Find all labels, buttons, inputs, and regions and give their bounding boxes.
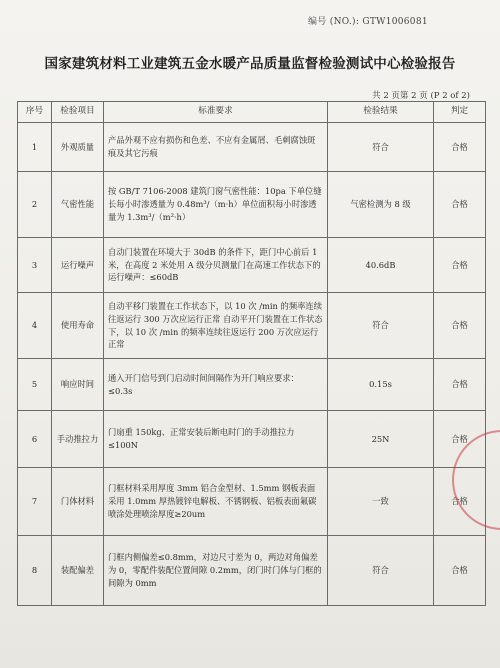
- test-item: 手动推拉力: [52, 411, 104, 468]
- row-number: 8: [18, 536, 52, 606]
- test-item: 门体材料: [52, 468, 104, 536]
- verdict: 合格: [434, 359, 486, 411]
- test-result: 符合: [328, 123, 434, 172]
- row-number: 1: [18, 123, 52, 172]
- test-item: 使用寿命: [52, 293, 104, 359]
- requirement-text: 门框材料采用厚度 3mm 铝合金型材、1.5mm 钢板表面采用 1.0mm 厚热镀锌电解板、不锈钢板、铝板表面氟碳喷涂处理喷涂厚度≥20um: [104, 468, 328, 536]
- report-title: 国家建筑材料工业建筑五金水暖产品质量监督检验测试中心检验报告: [44, 56, 456, 72]
- requirement-text: 产品外观不应有损伤和色差、不应有金属屑、毛刺腐蚀斑痕及其它污痕: [104, 123, 328, 172]
- table-row: [18, 123, 486, 172]
- row-number: 2: [18, 172, 52, 238]
- verdict: 合格: [434, 123, 486, 172]
- verdict: 合格: [434, 172, 486, 238]
- test-item: 外观质量: [52, 123, 104, 172]
- row-number: 3: [18, 238, 52, 293]
- table-row: [18, 411, 486, 468]
- test-result: 一致: [328, 468, 434, 536]
- test-result: 0.15s: [328, 359, 434, 411]
- requirement-text: 门扇重 150kg、正常安装后断电时门的手动推拉力≤100N: [104, 411, 328, 468]
- verdict: 合格: [434, 411, 486, 468]
- test-result: 气密检测为 8 级: [328, 172, 434, 238]
- requirement-text: 门框内侧偏差≤0.8mm，对边尺寸差为 0，两边对角偏差为 0，零配件装配位置间隙 0.2mm，闭门时门体与门框的间隙为 0mm: [104, 536, 328, 606]
- document-number: 编号 (NO.): GTW1006081: [308, 17, 428, 27]
- table-row: [18, 172, 486, 238]
- table-row: [18, 293, 486, 359]
- test-item: 运行噪声: [52, 238, 104, 293]
- verdict: 合格: [434, 293, 486, 359]
- table-header-row: [18, 102, 486, 123]
- inspection-table: [17, 101, 486, 606]
- verdict: 合格: [434, 536, 486, 606]
- column-header: 检验项目: [52, 102, 104, 123]
- column-header: 标准要求: [104, 102, 328, 123]
- table-row: [18, 536, 486, 606]
- page-info: 共 2 页第 2 页 (P 2 of 2): [372, 91, 470, 101]
- test-item: 装配偏差: [52, 536, 104, 606]
- verdict: 合格: [434, 238, 486, 293]
- test-item: 气密性能: [52, 172, 104, 238]
- requirement-text: 自动平移门装置在工作状态下，以 10 次 /min 的频率连续往返运行 300 万次应运行正常 自动平开门装置在工作状态下，以 10 次 /min 的频率连续往返运行 200 万次应运行正常: [104, 293, 328, 359]
- column-header: 检验结果: [328, 102, 434, 123]
- column-header: 判定: [434, 102, 486, 123]
- test-item: 响应时间: [52, 359, 104, 411]
- test-result: 符合: [328, 293, 434, 359]
- test-result: 40.6dB: [328, 238, 434, 293]
- row-number: 4: [18, 293, 52, 359]
- table-row: [18, 468, 486, 536]
- table-row: [18, 238, 486, 293]
- test-result: 25N: [328, 411, 434, 468]
- column-header: 序号: [18, 102, 52, 123]
- row-number: 7: [18, 468, 52, 536]
- requirement-text: 通入开门信号到门启动时间间隔作为开门响应要求：≤0.3s: [104, 359, 328, 411]
- row-number: 5: [18, 359, 52, 411]
- verdict: 合格: [434, 468, 486, 536]
- requirement-text: 自动门装置在环境大于 30dB 的条件下，距门中心前后 1 米，在高度 2 米处用 A 级分贝测量门在高速工作状态下的运行噪声：≤60dB: [104, 238, 328, 293]
- table-row: [18, 359, 486, 411]
- requirement-text: 按 GB/T 7106-2008 建筑门窗气密性能：10pa 下单位缝长每小时渗透量为 0.48m³/（m·h）单位面积每小时渗透量为 1.3m³/（m²·h）: [104, 172, 328, 238]
- test-result: 符合: [328, 536, 434, 606]
- row-number: 6: [18, 411, 52, 468]
